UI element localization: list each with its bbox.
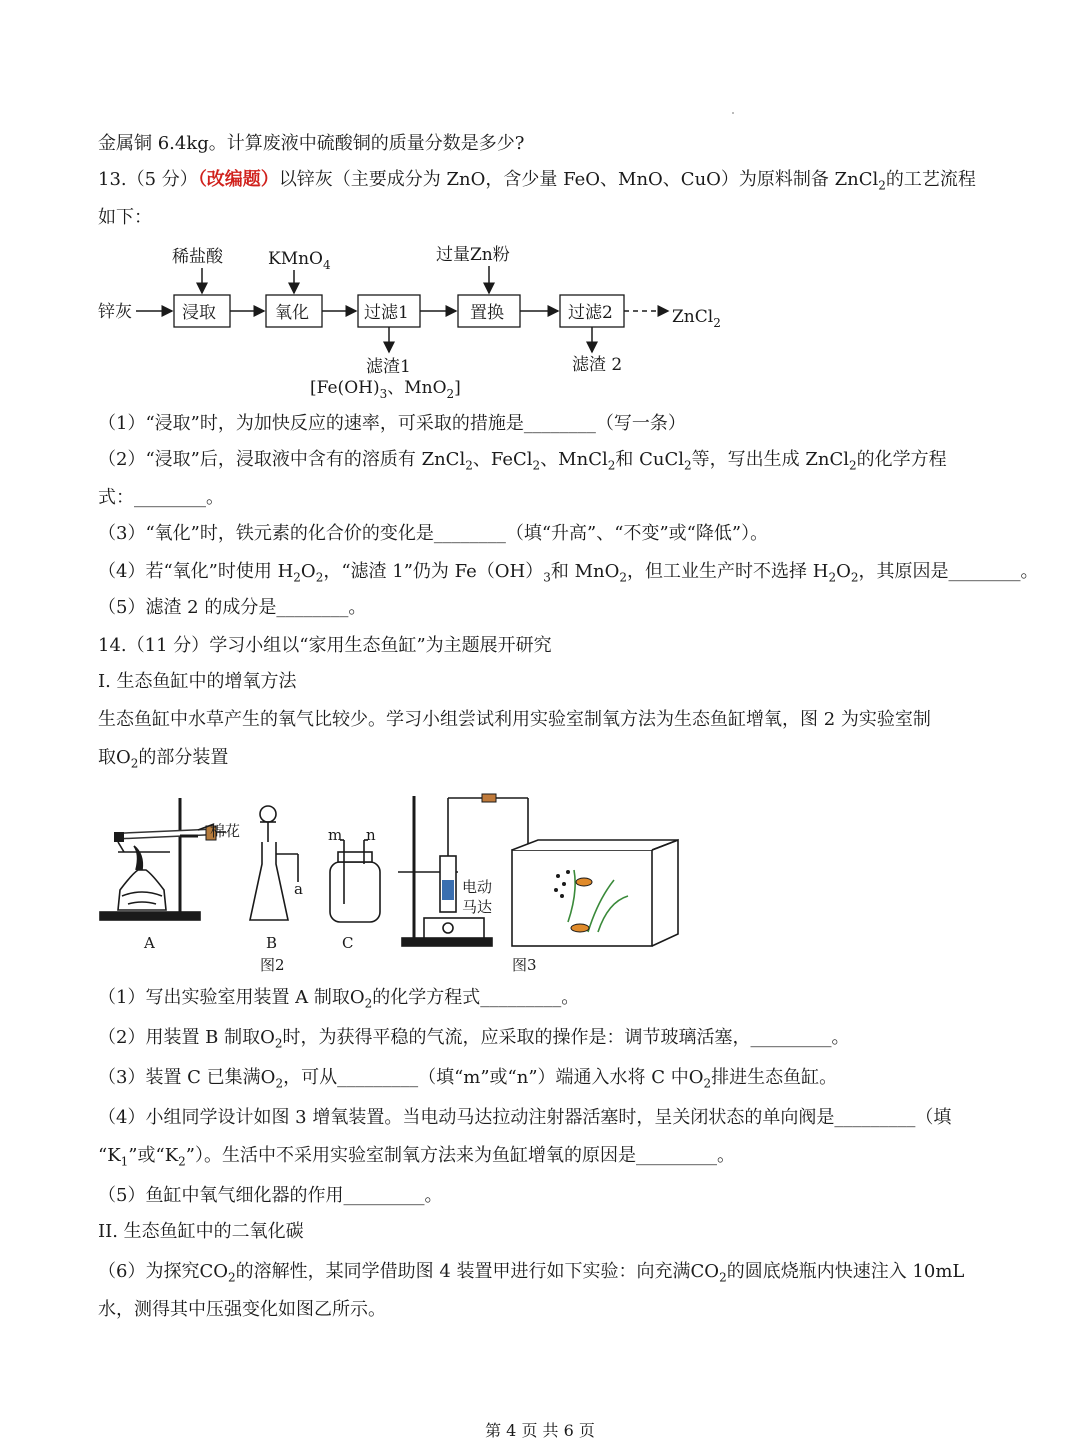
label-n: n bbox=[366, 826, 376, 844]
label-m: m bbox=[328, 826, 343, 844]
caption-fig2: 图2 bbox=[260, 956, 285, 974]
q14-sub4-cont: “$K_1$”或“$K_2$”）。生活中不采用实验室制氧方法来为鱼缸增氧的原因是_________。 bbox=[98, 1145, 735, 1169]
q14-sub6: （6）为探究$CO_2$的溶解性，某同学借助图 4 装置甲进行如下实验：向充满$CO_2$的圆底烧瓶内快速注入 10mL bbox=[98, 1261, 965, 1285]
residue1-label: 滤渣1 bbox=[366, 357, 411, 377]
q14-sub5: （5）鱼缸中氧气细化器的作用_________。 bbox=[98, 1185, 443, 1206]
q14-sub3: （3）装置 C 已集满$O_2$，可从_________（填“m”或“n”）端通入水将 C 中$O_2$排进生态鱼缸。 bbox=[98, 1067, 838, 1091]
label-motor-line1: 电动 bbox=[462, 878, 493, 896]
svg-text:ZnCl2: ZnCl$_2$ bbox=[672, 307, 721, 330]
q13-part1: （1）“浸取”时，为加快反应的速率，可采取的措施是________（写一条） bbox=[98, 413, 686, 434]
label-C: C bbox=[342, 934, 354, 952]
label-motor-line2: 马达 bbox=[462, 898, 493, 916]
q13-part5: （5）滤渣 2 的成分是________。 bbox=[98, 597, 367, 618]
q14-section2-title: II. 生态鱼缸中的二氧化碳 bbox=[98, 1221, 304, 1242]
flow-box-leach: 浸取 bbox=[182, 303, 216, 323]
page-footer: 第 4 页 共 6 页 bbox=[485, 1421, 595, 1440]
adapted-tag: （改编题） bbox=[197, 169, 279, 190]
q14-para1: 生态鱼缸中水草产生的氧气比较少。学习小组尝试利用实验室制氧方法为生态鱼缸增氧，图 2 为实验室制 bbox=[98, 709, 931, 730]
q13-part2: （2）“浸取”后，浸取液中含有的溶质有 ZnCl$_2$、FeCl$_2$、MnCl$_2$和 CuCl$_2$等，写出生成 ZnCl$_2$的化学方程 bbox=[98, 449, 947, 473]
label-A: A bbox=[144, 934, 155, 952]
caption-fig3: 图3 bbox=[512, 956, 537, 974]
figure3-illustration bbox=[398, 794, 678, 946]
continuation-line: 金属铜 6.4kg。计算废液中硫酸铜的质量分数是多少? bbox=[98, 133, 525, 154]
q14-sub4: （4）小组同学设计如图 3 增氧装置。当电动马达拉动注射器活塞时，呈关闭状态的单向阀是_________（填 bbox=[98, 1107, 952, 1128]
reagent-zn-powder: 过量Zn粉 bbox=[436, 245, 510, 265]
q14-section1-title: I. 生态鱼缸中的增氧方法 bbox=[98, 671, 297, 692]
q14-sub6-cont: 水，测得其中压强变化如图乙所示。 bbox=[98, 1299, 386, 1320]
q13-part4: （4）若“氧化”时使用 $H_2O_2$，“滤渣 1”仍为 $Fe(OH)_3$和 MnO$_2$，但工业生产时不选择 $H_2O_2$，其原因是________。 bbox=[98, 561, 1039, 585]
svg-text:[Fe(OH)3、MnO2]: [$Fe(OH)_3$、MnO$_2$] bbox=[310, 378, 461, 398]
flow-box-oxidize: 氧化 bbox=[275, 303, 309, 323]
residue1-composition: [Fe(OH) bbox=[310, 378, 380, 398]
flow-box-replace: 置换 bbox=[470, 303, 504, 323]
scan-speck bbox=[732, 112, 734, 114]
reagent-kmno4: KMnO bbox=[268, 249, 323, 269]
label-cotton: 棉花 bbox=[210, 822, 241, 840]
flow-box-filter1: 过滤1 bbox=[364, 303, 409, 323]
apparatus-b-illustration bbox=[250, 806, 298, 920]
flow-box-filter2: 过滤2 bbox=[568, 303, 613, 323]
apparatus-a-illustration bbox=[100, 798, 226, 920]
q13-part2-cont: 式：________。 bbox=[98, 487, 224, 508]
label-a: a bbox=[294, 880, 303, 898]
q14-sub1: （1）写出实验室用装置 A 制取$O_2$的化学方程式_________。 bbox=[98, 987, 580, 1011]
flow-product: ZnCl bbox=[672, 307, 714, 327]
flow-start-zinc-ash: 锌灰 bbox=[98, 302, 132, 322]
q14-sub2: （2）用装置 B 制取$O_2$时，为获得平稳的气流，应采取的操作是：调节玻璃活塞，_________。 bbox=[98, 1027, 850, 1051]
apparatus-figures bbox=[98, 792, 698, 976]
label-B: B bbox=[266, 934, 278, 952]
q13-intro-cont: 如下： bbox=[98, 207, 152, 228]
q13-part3: （3）“氧化”时，铁元素的化合价的变化是________（填“升高”、“不变”或“降低”）。 bbox=[98, 523, 769, 544]
apparatus-c-illustration bbox=[330, 840, 380, 922]
residue2-label: 滤渣 2 bbox=[572, 355, 623, 375]
q14-para1-cont: 取$O_2$的部分装置 bbox=[98, 747, 229, 771]
q14-header: 14.（11 分）学习小组以“家用生态鱼缸”为主题展开研究 bbox=[98, 635, 552, 656]
q13-header: 13.（5 分）（改编题）以锌灰（主要成分为 ZnO，含少量 FeO、MnO、CuO）为原料制备 ZnCl$_2$的工艺流程 bbox=[98, 169, 976, 193]
process-flow-diagram bbox=[98, 238, 758, 398]
reagent-hcl: 稀盐酸 bbox=[172, 247, 223, 267]
svg-text:KMnO4: KMnO$_4$ bbox=[268, 249, 331, 272]
